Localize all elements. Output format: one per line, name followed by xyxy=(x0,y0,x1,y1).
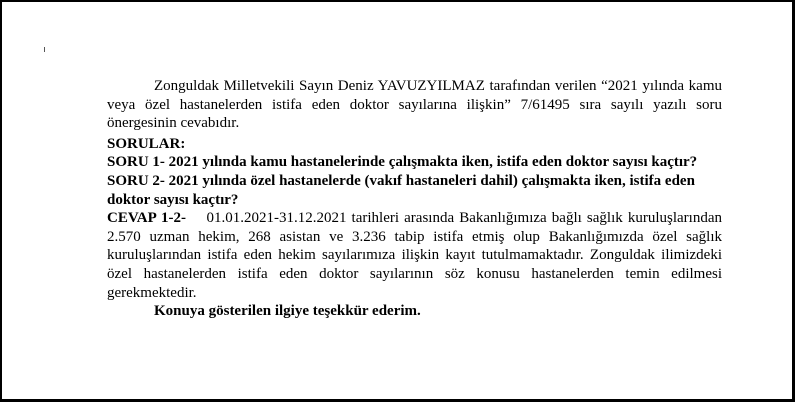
margin-mark xyxy=(44,47,45,52)
answer-paragraph xyxy=(107,209,722,302)
answer-label: CEVAP 1-2- xyxy=(107,210,187,227)
closing-line: Konuya gösterilen ilgiye teşekkür ederim. xyxy=(154,303,421,320)
question-1: SORU 1- 2021 yılında kamu hastanelerinde çalışmakta iken, istifa eden doktor sayısı kaçtır? xyxy=(107,154,698,171)
questions-heading: SORULAR: xyxy=(107,135,186,152)
intro-paragraph: Zonguldak Milletvekili Sayın Deniz YAVUZYILMAZ tarafından verilen “2021 yılında kamu veya özel hastanelerden istifa eden doktor sayılarına ilişkin” 7/61495 sıra sayılı yazılı soru önergesinin cevabıdır. xyxy=(107,78,722,132)
document-body xyxy=(107,77,722,321)
question-2: SORU 2- 2021 yılında özel hastanelerde (vakıf hastaneleri dahil) çalışmakta iken, istifa eden doktor sayısı kaçtır? xyxy=(107,172,695,208)
answer-text: 01.01.2021-31.12.2021 tarihleri arasında Bakanlığımıza bağlı sağlık kuruluşlarından 2.570 uzman hekim, 268 asistan ve 3.236 tabip istifa etmiş olup Bakanlığımızda özel sağlık kuruluşlarından istifa eden hekim sayılarımıza ilişkin kayıt tutulmamaktadır. Zonguldak ilimizdeki özel hastanelerden istifa eden doktor sayılarının söz konusu hastanelerden temin edilmesi gerekmektedir. xyxy=(107,210,722,301)
